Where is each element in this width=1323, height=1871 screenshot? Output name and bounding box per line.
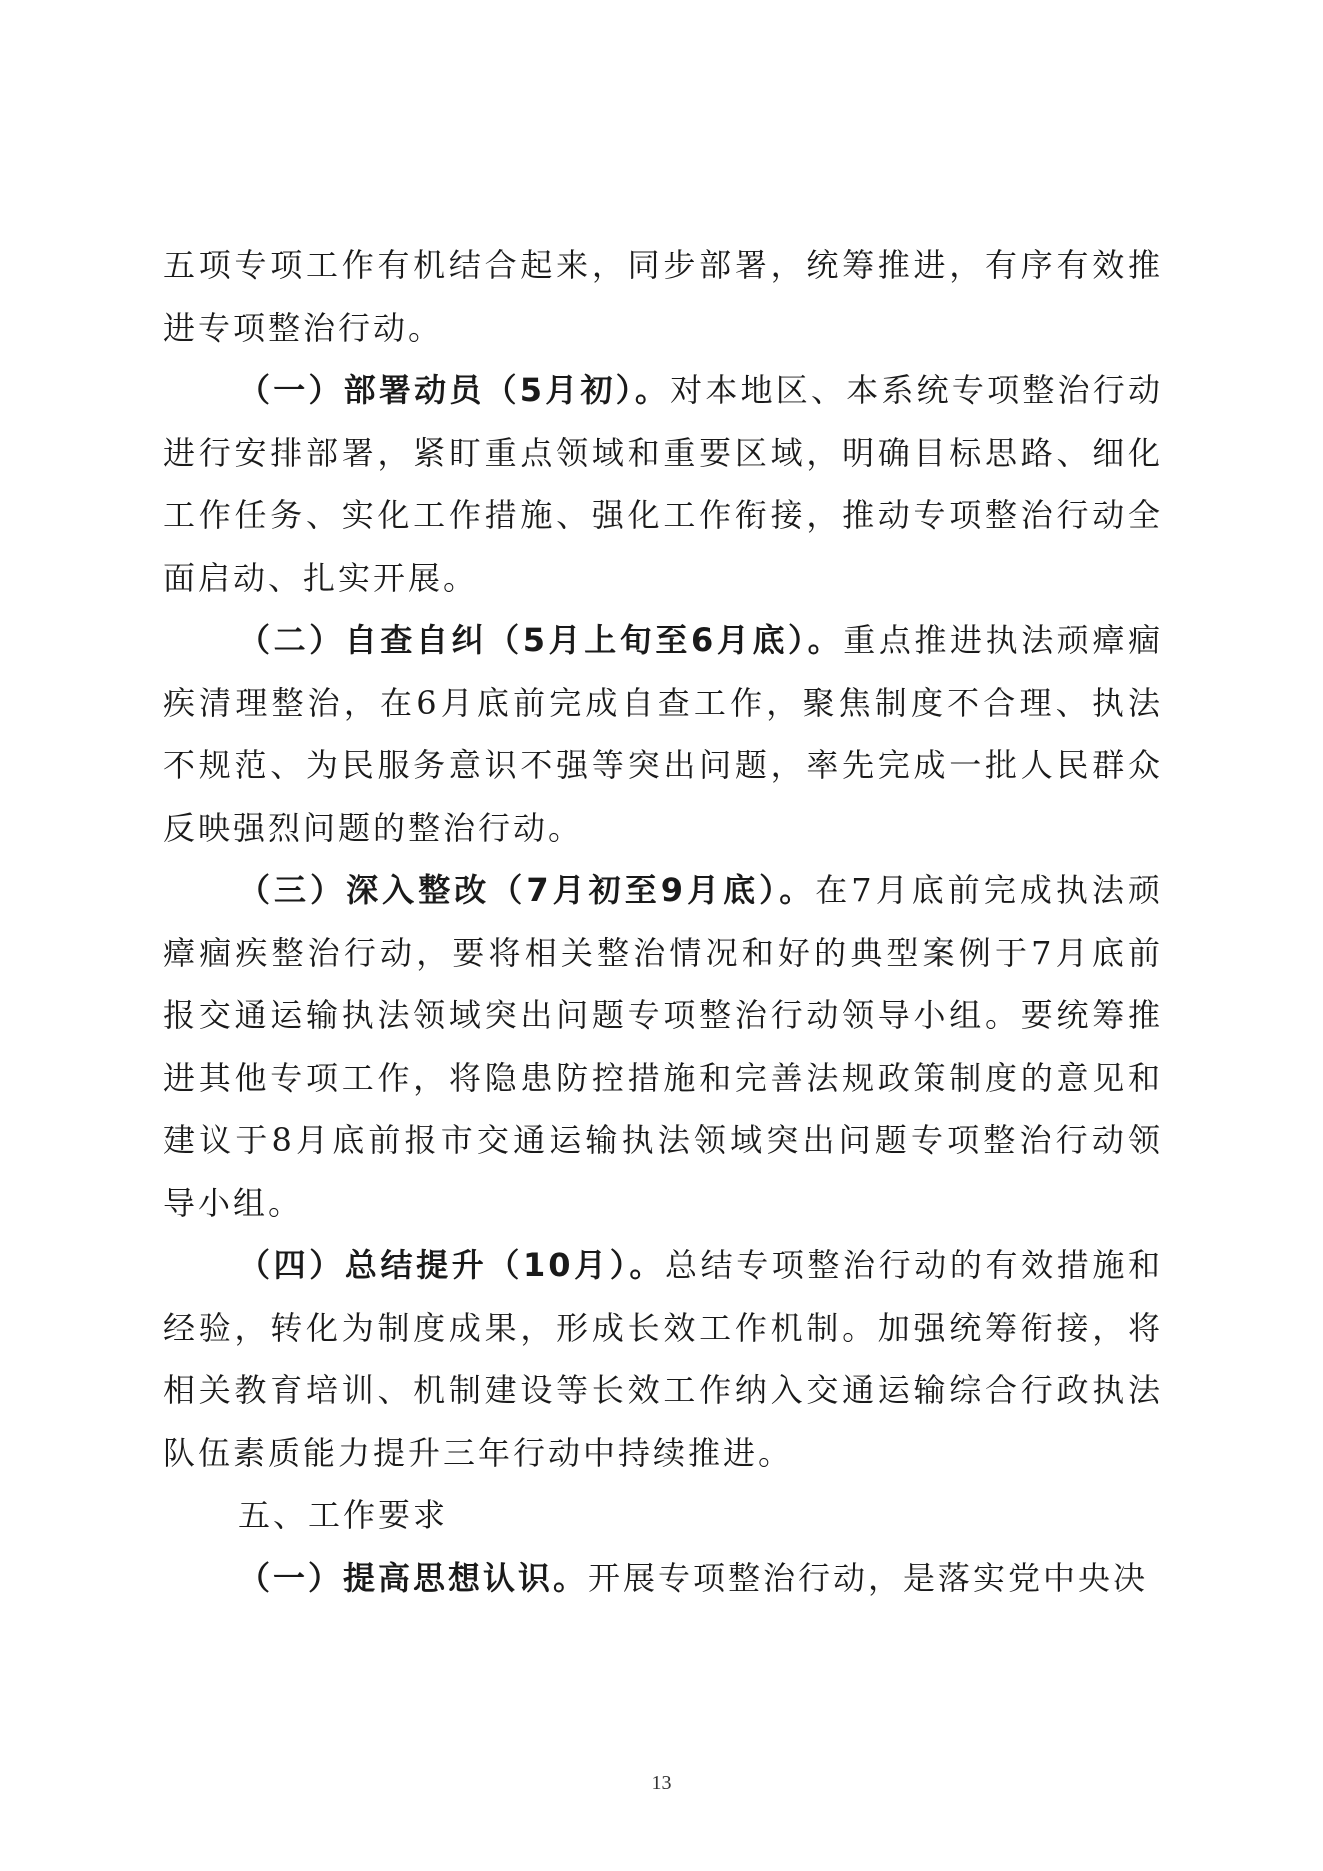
stage-heading-2: （二）自查自纠（5月上旬至6月底）。 [238, 621, 844, 659]
document-body [163, 234, 1163, 1609]
section-title: 五、工作要求 [238, 1496, 449, 1534]
stage-body-2: 重点推进执法顽瘴痼疾清理整治，在6月底前完成自查工作，聚焦制度不合理、执法不规范、为民服务意识不强等突出问题，率先完成一批人民群众反映强烈问题的整治行动。 [163, 621, 1163, 847]
page-number: 13 [651, 1772, 672, 1794]
stage-paragraph-3 [163, 859, 1163, 1234]
stage-paragraph-2 [163, 609, 1163, 859]
requirement-heading-1: （一）提高思想认识。 [238, 1558, 589, 1597]
stage-paragraph-4 [163, 1234, 1163, 1484]
stage-paragraph-1 [163, 359, 1163, 609]
stage-body-4: 总结专项整治行动的有效措施和经验，转化为制度成果，形成长效工作机制。加强统筹衔接，将相关教育培训、机制建设等长效工作纳入交通运输综合行政执法队伍素质能力提升三年行动中持续推进。 [163, 1246, 1163, 1472]
stage-heading-3: （三）深入整改（7月初至9月底）。 [238, 871, 816, 909]
requirement-body-1: 开展专项整治行动，是落实党中央决 [588, 1558, 1149, 1597]
stage-body-3: 在7月底前完成执法顽瘴痼疾整治行动，要将相关整治情况和好的典型案例于7月底前报交通运输执法领域突出问题专项整治行动领导小组。要统筹推进其他专项工作，将隐患防控措施和完善法规政策制度的意见和建议于8月底前报市交通运输执法领域突出问题专项整治行动领导小组。 [163, 871, 1163, 1222]
intro-text: 五项专项工作有机结合起来，同步部署，统筹推进，有序有效推进专项整治行动。 [163, 246, 1163, 347]
intro-paragraph [163, 234, 1163, 359]
stage-heading-1: （一）部署动员（5月初）。 [238, 371, 671, 409]
stage-body-1: 对本地区、本系统专项整治行动进行安排部署，紧盯重点领域和重要区域，明确目标思路、细化工作任务、实化工作措施、强化工作衔接，推动专项整治行动全面启动、扎实开展。 [163, 371, 1163, 597]
requirement-paragraph-1 [163, 1547, 1163, 1610]
stage-heading-4: （四）总结提升（10月）。 [238, 1246, 665, 1284]
